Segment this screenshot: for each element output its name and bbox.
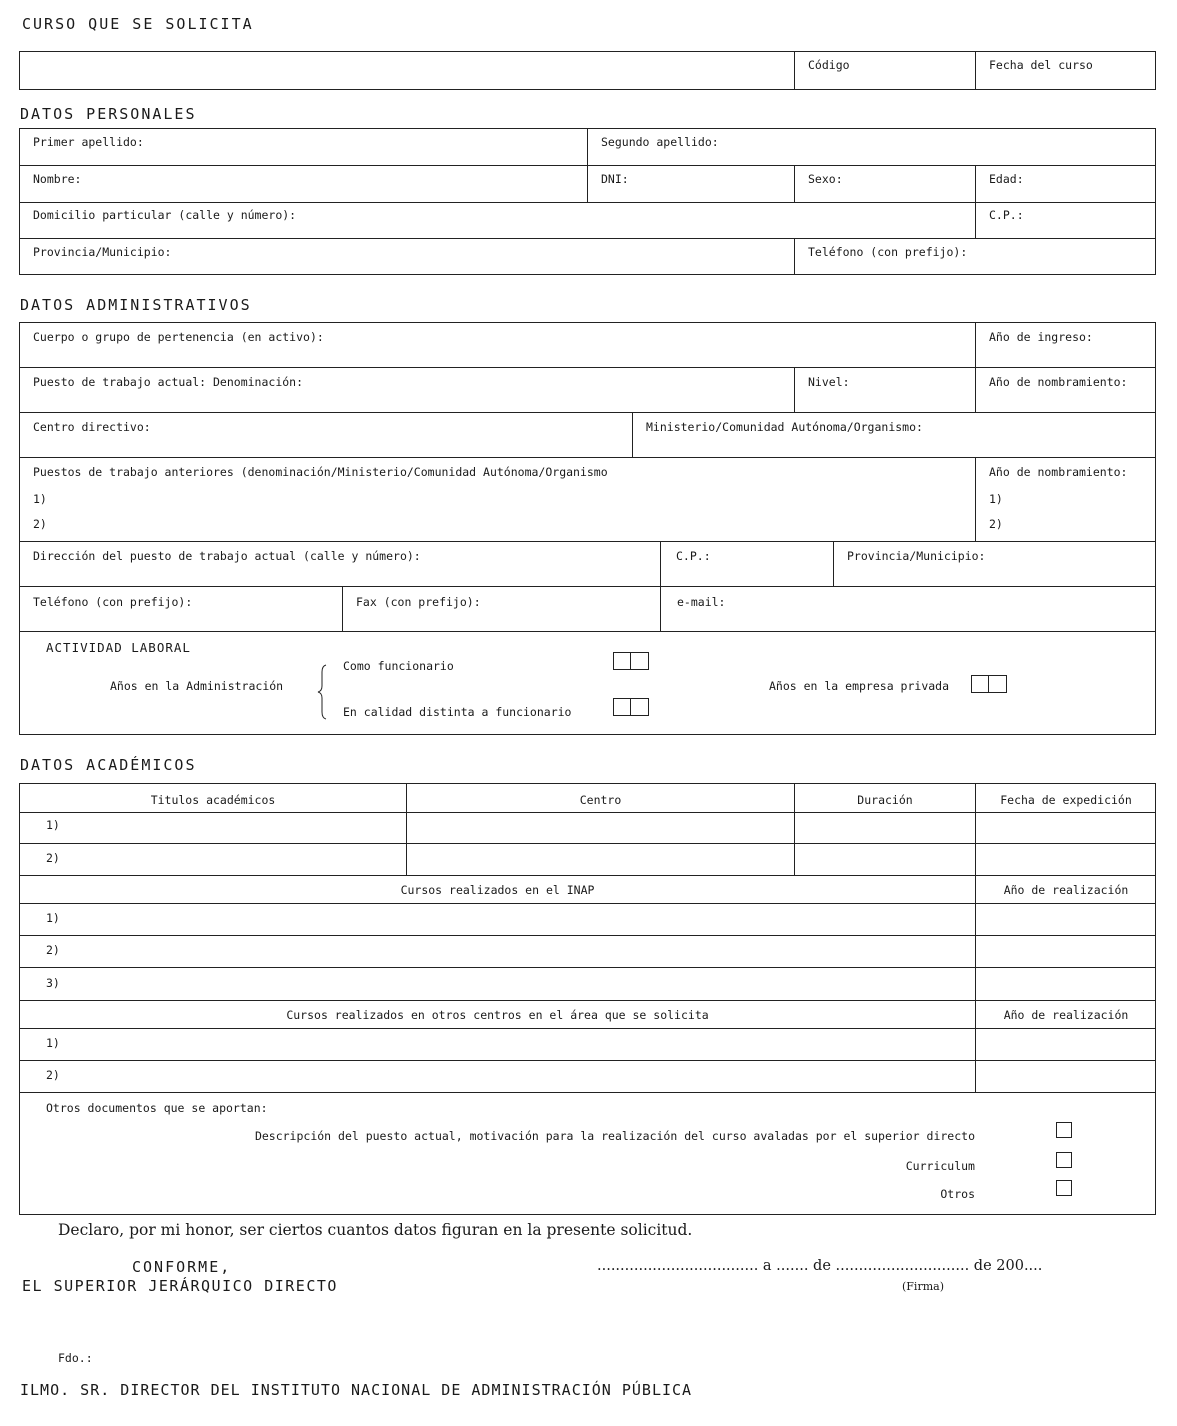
otros-documentos-label: Otros documentos que se aportan: bbox=[46, 1101, 268, 1115]
codigo-field[interactable] bbox=[795, 52, 974, 89]
ano-nombramiento-label: Año de nombramiento: bbox=[989, 375, 1128, 389]
divider bbox=[19, 631, 1156, 632]
otros-2-field[interactable] bbox=[62, 1061, 974, 1091]
divider bbox=[833, 541, 834, 586]
fax-field[interactable] bbox=[475, 587, 658, 630]
section-curso-title: CURSO QUE SE SOLICITA bbox=[22, 15, 254, 33]
col-duracion-header: Duración bbox=[857, 793, 913, 807]
centro-1-field[interactable] bbox=[407, 813, 793, 842]
titulo-1-number: 1) bbox=[46, 818, 60, 832]
col-titulos-header: Titulos académicos bbox=[150, 793, 276, 807]
duracion-2-field[interactable] bbox=[795, 844, 974, 874]
puesto-label: Puesto de trabajo actual: Denominación: bbox=[33, 375, 304, 389]
director-text: ILMO. SR. DIRECTOR DEL INSTITUTO NACIONAL DE ADMINISTRACIÓN PÚBLICA bbox=[20, 1381, 693, 1399]
ano-realizacion-inap-header: Año de realización bbox=[1003, 883, 1129, 897]
anterior-2-field[interactable] bbox=[50, 511, 972, 539]
ano-nombramiento-field[interactable] bbox=[976, 390, 1154, 411]
provincia-trabajo-field[interactable] bbox=[990, 542, 1154, 585]
descripcion-puesto-checkbox[interactable] bbox=[1056, 1122, 1072, 1138]
duracion-1-field[interactable] bbox=[795, 813, 974, 842]
divider bbox=[794, 238, 795, 275]
divider bbox=[19, 457, 1156, 458]
provincia-label: Provincia/Municipio: bbox=[33, 245, 172, 259]
primer-apellido-label: Primer apellido: bbox=[33, 135, 144, 149]
anterior-1-number: 1) bbox=[33, 492, 47, 506]
fecha-curso-field[interactable] bbox=[976, 52, 1155, 89]
cp-trabajo-label: C.P.: bbox=[676, 549, 711, 563]
telefono-trabajo-field[interactable] bbox=[180, 587, 340, 630]
otros-2-year-field[interactable] bbox=[976, 1061, 1155, 1091]
sexo-field[interactable] bbox=[850, 166, 973, 201]
inap-3-number: 3) bbox=[46, 976, 60, 990]
centro-directivo-field[interactable] bbox=[150, 413, 630, 456]
anteriores-label: Puestos de trabajo anteriores (denominación/Ministerio/Comunidad Autónoma/Organismo bbox=[33, 465, 608, 479]
col-fecha-header: Fecha de expedición bbox=[1000, 793, 1132, 807]
inap-3-field[interactable] bbox=[62, 968, 974, 999]
ministerio-field[interactable] bbox=[960, 413, 1154, 456]
nivel-label: Nivel: bbox=[808, 375, 850, 389]
centro-directivo-label: Centro directivo: bbox=[33, 420, 151, 434]
col-centro-header: Centro bbox=[579, 793, 622, 807]
dni-label: DNI: bbox=[601, 172, 629, 186]
otros-1-number: 1) bbox=[46, 1036, 60, 1050]
titulo-2-number: 2) bbox=[46, 851, 60, 865]
ano-anterior-1-number: 1) bbox=[989, 492, 1003, 506]
cursos-inap-header: Cursos realizados en el INAP bbox=[400, 883, 595, 897]
puesto-field[interactable] bbox=[310, 368, 792, 411]
inap-1-field[interactable] bbox=[62, 904, 974, 934]
como-funcionario-years-box[interactable] bbox=[613, 652, 649, 670]
centro-2-field[interactable] bbox=[407, 844, 793, 874]
fecha-expedicion-2-field[interactable] bbox=[976, 844, 1155, 874]
cp-trabajo-field[interactable] bbox=[715, 542, 831, 585]
actividad-laboral-title: ACTIVIDAD LABORAL bbox=[46, 640, 191, 655]
descripcion-puesto-label: Descripción del puesto actual, motivación para la realización del curso avaladas por el superior directo bbox=[254, 1129, 975, 1143]
anterior-2-number: 2) bbox=[33, 517, 47, 531]
curriculum-label: Curriculum bbox=[905, 1159, 975, 1173]
cuerpo-label: Cuerpo o grupo de pertenencia (en activo): bbox=[33, 330, 324, 344]
otros-1-field[interactable] bbox=[62, 1029, 974, 1059]
inap-2-year-field[interactable] bbox=[976, 936, 1155, 966]
divider bbox=[19, 875, 1156, 876]
edad-label: Edad: bbox=[989, 172, 1024, 186]
anterior-1-field[interactable] bbox=[50, 486, 972, 510]
fecha-expedicion-1-field[interactable] bbox=[976, 813, 1155, 842]
titulo-2-field[interactable] bbox=[62, 844, 404, 874]
curso-name-field[interactable] bbox=[20, 52, 793, 89]
divider bbox=[342, 586, 343, 631]
divider bbox=[975, 165, 976, 238]
provincia-trabajo-label: Provincia/Municipio: bbox=[847, 549, 986, 563]
nivel-field[interactable] bbox=[850, 368, 973, 411]
anos-administracion-label: Años en la Administración bbox=[110, 679, 284, 693]
domicilio-label: Domicilio particular (calle y número): bbox=[33, 208, 297, 222]
ano-anterior-1-field[interactable] bbox=[1005, 486, 1154, 510]
section-administrativos-title: DATOS ADMINISTRATIVOS bbox=[20, 296, 252, 314]
inap-2-number: 2) bbox=[46, 943, 60, 957]
ano-realizacion-otros-header: Año de realización bbox=[1003, 1008, 1129, 1022]
fecha-curso-label: Fecha del curso bbox=[989, 58, 1093, 72]
empresa-privada-years-box[interactable] bbox=[971, 675, 1007, 693]
email-field[interactable] bbox=[725, 587, 1154, 630]
titulo-1-field[interactable] bbox=[62, 813, 404, 842]
cuerpo-field[interactable] bbox=[320, 323, 973, 366]
inap-3-year-field[interactable] bbox=[976, 968, 1155, 999]
fecha-lugar-line[interactable]: ................................... a ....... de ............................. de 200.... bbox=[597, 1258, 1043, 1274]
distinta-funcionario-label: En calidad distinta a funcionario bbox=[343, 705, 572, 719]
codigo-label: Código bbox=[808, 58, 850, 72]
divider bbox=[975, 457, 976, 541]
cp-label: C.P.: bbox=[989, 208, 1024, 222]
conforme-text: CONFORME, bbox=[132, 1258, 232, 1276]
ano-ingreso-label: Año de ingreso: bbox=[989, 330, 1093, 344]
ano-ingreso-field[interactable] bbox=[976, 345, 1154, 366]
telefono-trabajo-label: Teléfono (con prefijo): bbox=[33, 595, 193, 609]
curriculum-checkbox[interactable] bbox=[1056, 1152, 1072, 1168]
divider bbox=[632, 412, 633, 457]
empresa-privada-label: Años en la empresa privada bbox=[769, 679, 950, 693]
otros-2-number: 2) bbox=[46, 1068, 60, 1082]
email-label: e-mail: bbox=[677, 595, 726, 609]
provincia-field[interactable] bbox=[180, 239, 792, 274]
direccion-label: Dirección del puesto de trabajo actual (calle y número): bbox=[33, 549, 421, 563]
sexo-label: Sexo: bbox=[808, 172, 843, 186]
firma-label: (Firma) bbox=[902, 1280, 944, 1293]
dni-field[interactable] bbox=[640, 166, 792, 201]
cp-field[interactable] bbox=[1030, 203, 1154, 237]
fdo-label: Fdo.: bbox=[58, 1351, 93, 1365]
divider bbox=[660, 541, 661, 631]
divider bbox=[794, 367, 795, 412]
nombre-label: Nombre: bbox=[33, 172, 82, 186]
inap-1-year-field[interactable] bbox=[976, 904, 1155, 934]
superior-jerarquico-text: EL SUPERIOR JERÁRQUICO DIRECTO bbox=[22, 1277, 338, 1295]
segundo-apellido-label: Segundo apellido: bbox=[601, 135, 719, 149]
distinta-funcionario-years-box[interactable] bbox=[613, 698, 649, 716]
otros-1-year-field[interactable] bbox=[976, 1029, 1155, 1059]
fax-label: Fax (con prefijo): bbox=[356, 595, 481, 609]
divider bbox=[19, 1000, 1156, 1001]
ministerio-label: Ministerio/Comunidad Autónoma/Organismo: bbox=[646, 420, 923, 434]
ano-anterior-2-number: 2) bbox=[989, 517, 1003, 531]
section-personales-title: DATOS PERSONALES bbox=[20, 105, 197, 123]
edad-field[interactable] bbox=[1030, 166, 1154, 201]
cursos-otros-centros-header: Cursos realizados en otros centros en el área que se solicita bbox=[286, 1008, 709, 1022]
otros-checkbox[interactable] bbox=[1056, 1180, 1072, 1196]
divider bbox=[587, 128, 588, 202]
primer-apellido-field[interactable] bbox=[150, 129, 585, 164]
inap-2-field[interactable] bbox=[62, 936, 974, 966]
telefono-label: Teléfono (con prefijo): bbox=[808, 245, 968, 259]
direccion-field[interactable] bbox=[400, 542, 658, 585]
divider bbox=[19, 1092, 1156, 1093]
brace-icon bbox=[317, 664, 329, 720]
declaracion-text: Declaro, por mi honor, ser ciertos cuantos datos figuran en la presente solicitud. bbox=[58, 1221, 693, 1239]
como-funcionario-label: Como funcionario bbox=[343, 659, 454, 673]
ano-nombramiento-anteriores-label: Año de nombramiento: bbox=[989, 465, 1128, 479]
fdo-field[interactable] bbox=[100, 1344, 500, 1368]
divider bbox=[794, 165, 795, 202]
segundo-apellido-field[interactable] bbox=[730, 129, 1154, 164]
telefono-field[interactable] bbox=[960, 239, 1154, 274]
ano-anterior-2-field[interactable] bbox=[1005, 511, 1154, 539]
otros-label: Otros bbox=[940, 1187, 975, 1201]
nombre-field[interactable] bbox=[100, 166, 585, 201]
domicilio-field[interactable] bbox=[290, 203, 973, 237]
inap-1-number: 1) bbox=[46, 911, 60, 925]
section-academicos-title: DATOS ACADÉMICOS bbox=[20, 756, 197, 774]
